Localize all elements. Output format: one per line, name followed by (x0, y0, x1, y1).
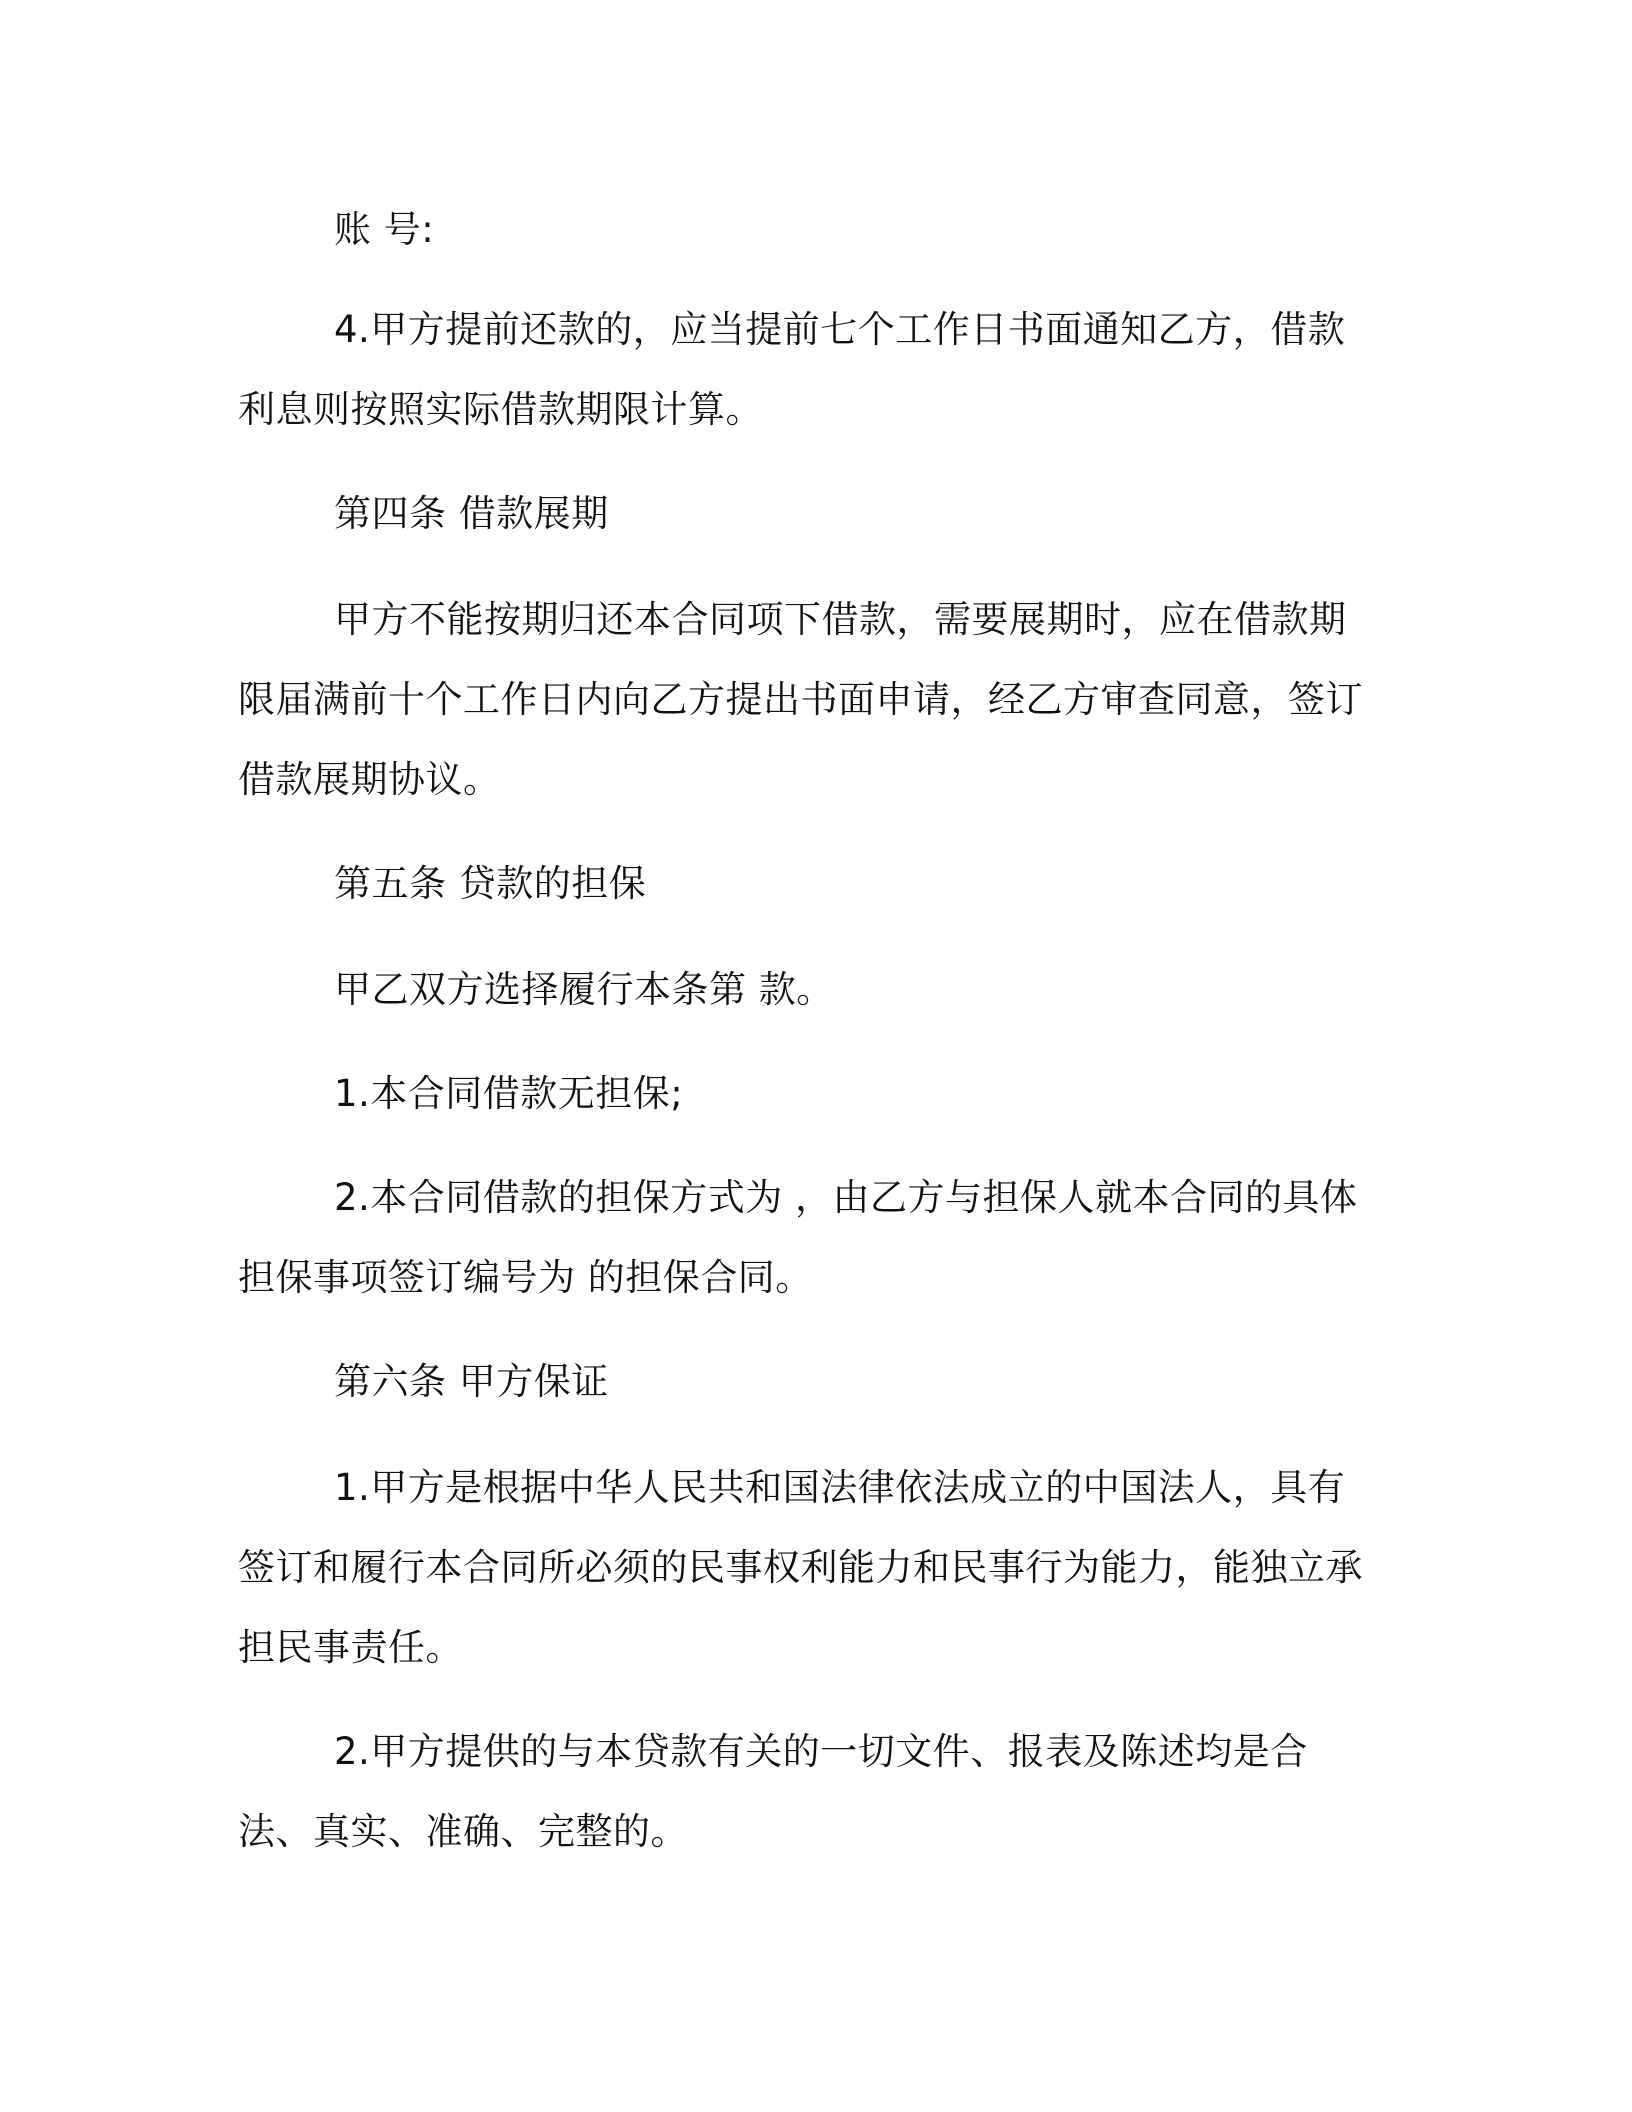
article-6-heading: 第六条 甲方保证 (334, 1360, 609, 1403)
article-5-selection: 甲乙双方选择履行本条第 款。 (334, 968, 834, 1011)
article-4-body: 甲方不能按期归还本合同项下借款，需要展期时，应在借款期限届满前十个工作日内向乙方提出书面申请，经乙方审查同意，签订借款展期协议。 (238, 598, 1363, 801)
article-5-item-1: 1.本合同借款无担保; (334, 1072, 684, 1115)
document-body (238, 190, 1378, 1896)
article-6-item-2: 2.甲方提供的与本贷款有关的一切文件、报表及陈述均是合法、真实、准确、完整的。 (238, 1730, 1308, 1853)
article-5-heading: 第五条 贷款的担保 (334, 862, 647, 905)
article-4-heading: 第四条 借款展期 (334, 492, 609, 535)
clause-3-item-4: 4.甲方提前还款的，应当提前七个工作日书面通知乙方，借款利息则按照实际借款期限计算。 (238, 308, 1346, 431)
account-number-line: 账 号: (334, 208, 435, 251)
article-5-item-2: 2.本合同借款的担保方式为 ，由乙方与担保人就本合同的具体担保事项签订编号为 的担保合同。 (238, 1176, 1358, 1299)
article-6-item-1: 1.甲方是根据中华人民共和国法律依法成立的中国法人，具有签订和履行本合同所必须的民事权利能力和民事行为能力，能独立承担民事责任。 (238, 1466, 1363, 1669)
